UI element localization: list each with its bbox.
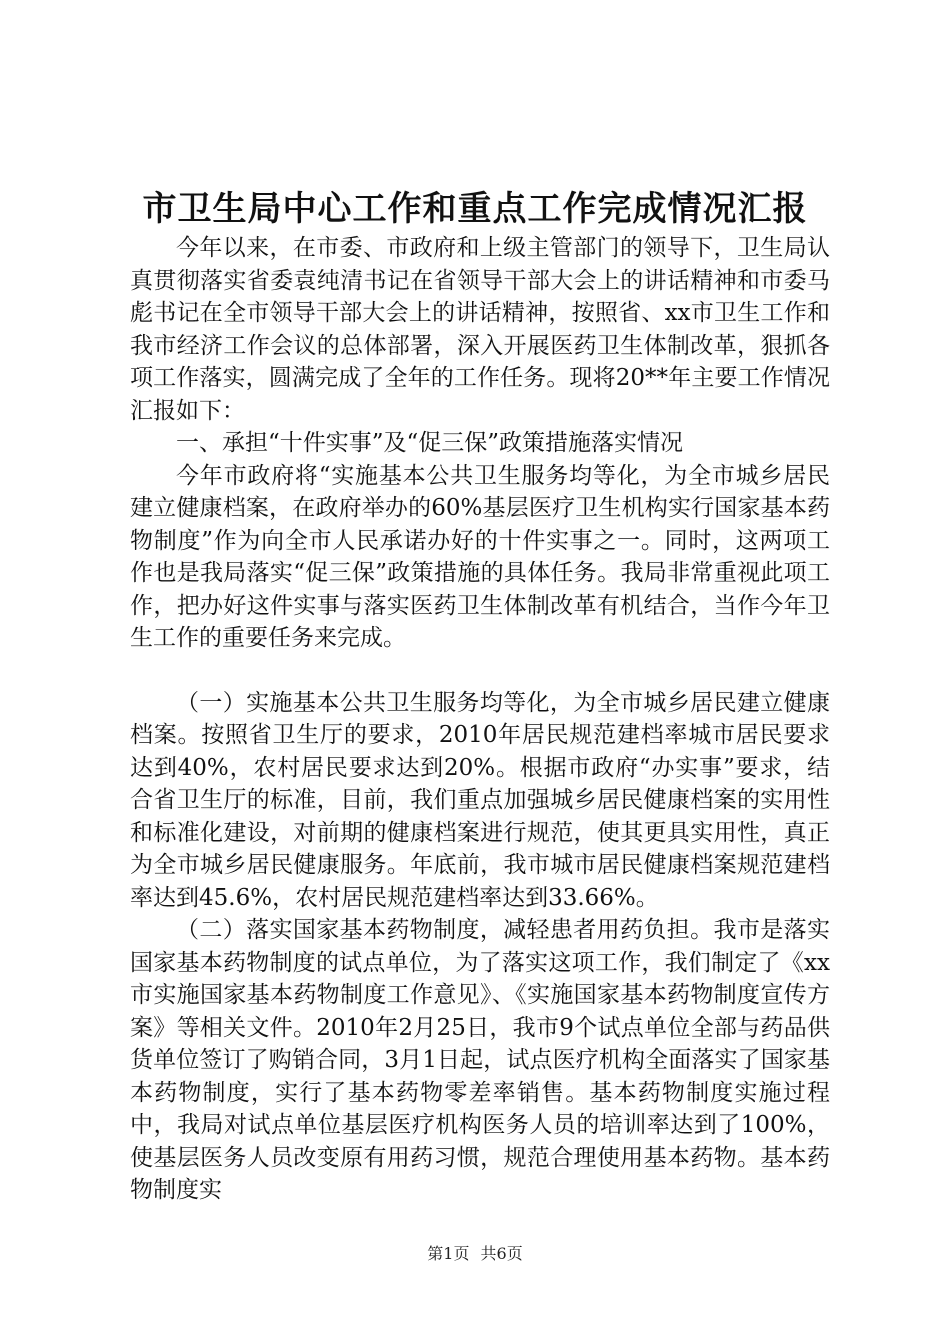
intro-paragraph: 今年以来，在市委、市政府和上级主管部门的领导下，卫生局认真贯彻落实省委袁纯清书记在省领导干部大会上的讲话精神和市委马彪书记在全市领导干部大会上的讲话精神，按照省、xx市卫生工作和我市经济工作会议的总体部署，深入开展医药卫生体制改革，狠抓各项工作落实，圆满完成了全年的工作任务。现将20**年主要工作情况汇报如下：	[130, 235, 830, 424]
page-total: 共6页	[480, 1244, 523, 1263]
subsection-paragraph-2: （二）落实国家基本药物制度，减轻患者用药负担。我市是落实国家基本药物制度的试点单位，为了落实这项工作，我们制定了《xx市实施国家基本药物制度工作意见》、《实施国家基本药物制度宣传方案》等相关文件。2010年2月25日，我市9个试点单位全部与药品供货单位签订了购销合同，3月1日起，试点医疗机构全面落实了国家基本药物制度，实行了基本药物零差率销售。基本药物制度实施过程中，我局对试点单位基层医疗机构医务人员的培训率达到了100%，使基层医务人员改变原有用药习惯，规范合理使用基本药物。基本药物制度实	[130, 917, 830, 1203]
section-heading: 一、承担“十件实事”及“促三保”政策措施落实情况	[176, 430, 684, 456]
section-paragraph: 今年市政府将“实施基本公共卫生服务均等化，为全市城乡居民建立健康档案，在政府举办的60%基层医疗卫生机构实行国家基本药物制度”作为向全市人民承诺办好的十件实事之一。同时，这两项工作也是我局落实“促三保”政策措施的具体任务。我局非常重视此项工作，把办好这件实事与落实医药卫生体制改革有机结合，当作今年卫生工作的重要任务来完成。	[130, 462, 830, 651]
page-number: 第1页	[427, 1244, 470, 1263]
document-body	[130, 232, 830, 1207]
document-title: 市卫生局中心工作和重点工作完成情况汇报	[142, 189, 808, 229]
page-footer	[0, 1244, 950, 1264]
subsection-paragraph-1: （一）实施基本公共卫生服务均等化，为全市城乡居民建立健康档案。按照省卫生厅的要求，2010年居民规范建档率城市居民要求达到40%，农村居民要求达到20%。根据市政府“办实事”要求，结合省卫生厅的标准，目前，我们重点加强城乡居民健康档案的实用性和标准化建设，对前期的健康档案进行规范，使其更具实用性，真正为全市城乡居民健康服务。年底前，我市城市居民健康档案规范建档率达到45.6%，农村居民规范建档率达到33.66%。	[130, 689, 830, 911]
